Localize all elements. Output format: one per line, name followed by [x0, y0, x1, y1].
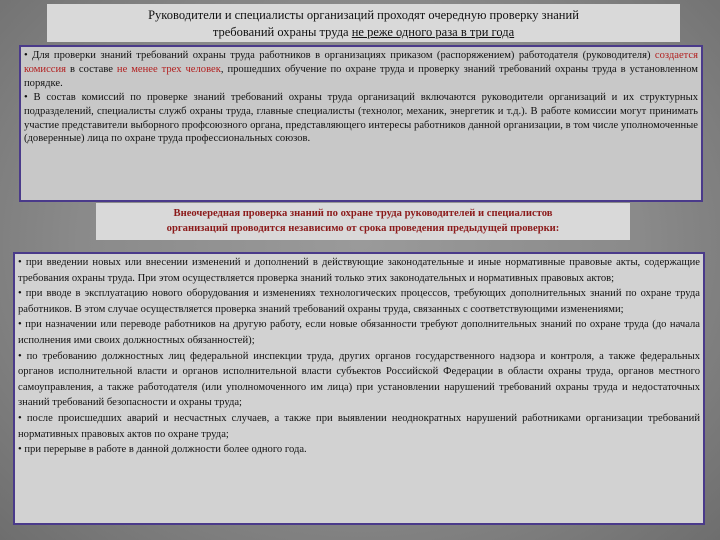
list-item: • при перерыве в работе в данной должности более одного года.	[18, 444, 307, 456]
list-item: • по требованию должностных лиц федеральной инспекции труда, других органов государственного надзора и контроля, а также федеральных органов исполнительной власти и органов исполнительной власти субъектов Российской Федерации в области охраны труда, органов местного самоуправления, а также работодателя (или уполномоченного им лица) при установлении нарушений требований охраны труда и недостаточных знаний требований безопасности и охраны труда;	[18, 350, 700, 409]
list-item: • после происшедших аварий и несчастных случаев, а также при выявлении неоднократных нарушений работниками организации требований нормативных правовых актов по охране труда;	[18, 412, 700, 440]
p1-text-c: , прошедших обучение по охране труда и проверку знаний требований охраны труда в установленном порядке.	[24, 63, 698, 89]
callout-line-1: Внеочередная проверка знаний по охране труда руководителей и специалистов	[173, 208, 553, 219]
commission-text-block	[19, 45, 703, 202]
p1-text-b: в составе	[66, 63, 117, 75]
list-item: • при назначении или переводе работников на другую работу, если новые обязанности требуют дополнительных знаний по охране труда (до начала исполнения ими своих должностных обязанностей);	[18, 319, 700, 346]
title-underlined-period: не реже одного раза в три года	[351, 25, 515, 39]
list-item: • при введении новых или внесении изменений и дополнений в действующие законодательные и иные нормативные правовые акты, содержащие требования охраны труда. При этом осуществляется проверка знаний только этих законодательных и нормативных правовых актов;	[18, 257, 700, 284]
title-line-2-prefix: требований охраны труда	[212, 25, 352, 39]
title-line-2	[47, 24, 680, 41]
extraordinary-check-list	[13, 252, 705, 525]
p1-highlight-commission: создается комиссия	[24, 50, 698, 75]
commission-paragraph-1	[24, 49, 698, 91]
slide-title	[47, 4, 680, 42]
p1-text-a: • Для проверки знаний требований охраны труда работников в организациях приказом (распоряжением) работодателя (руководителя)	[24, 50, 655, 61]
list-item: • при вводе в эксплуатацию нового оборудования и изменениях технологических процессов, требующих дополнительных знаний по охране труда работников. В этом случае осуществляется проверка знаний требований охраны труда, связанных с соответствующими изменениями;	[18, 288, 700, 315]
title-line-1: Руководители и специалисты организаций проходят очередную проверку знаний	[148, 8, 579, 22]
extraordinary-check-callout	[96, 203, 630, 240]
callout-line-2: организаций проводится независимо от срока проведения предыдущей проверки:	[166, 222, 560, 234]
p1-highlight-min-members: не менее трех человек	[116, 63, 221, 75]
commission-paragraph-2: • В состав комиссий по проверке знаний требований охраны труда организаций включаются руководители организаций и их структурных подразделений, специалисты служб охраны труда, главные специалисты (технолог, механик, энергетик и т.д.). В работе комиссии могут принимать участие представители выборного профсоюзного органа, представляющего интересы работников данной организации, в том числе уполномоченные (доверенные) лица по охране труда профессиональных союзов.	[24, 91, 698, 145]
